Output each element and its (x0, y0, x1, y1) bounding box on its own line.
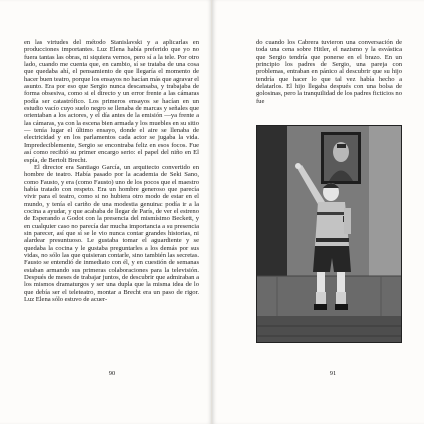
left-page-body (24, 39, 199, 357)
right-page-body (256, 39, 402, 118)
framed-portrait (321, 132, 361, 184)
paragraph: en las virtudes del método Stanislavski y a aplicarlas en producciones importantes. Luz Elena había preferido que yo no fuera tantas las obras, ni siquiera vernos, pero sí a la tele. Por otro lado, cuando me cuenta que, en cambio, sí se trataba de una cosa que quedaba ahí, el pensamiento de que llegaría el momento de hacer buen teatro, porque los ensayos no hacían más que agravar el asunto. Era por eso que Sergio nunca descansaba, y trabajaba de forma obsesiva, como si el directo y un error frente a las cámaras podía ser catastrófico. Los primeros ensayos se hacían en un estudio vacío cuyo suelo negro se llenaba de marcas y señales que orientaban a los actores, y el día antes de la emisión —ya frente a las cámaras, ya con la escena bien armada y los muebles en su sitio— tenía lugar el último ensayo, donde el aire se llenaba de electricidad y en los parlamentos cada actor se jugaba la vida. Impredeciblemente, Sergio se encontraba feliz en esos focos. Fue así como recibió su primer encargo serio: el papel del niño en El espía, de Bertolt Brecht. (24, 39, 199, 164)
page-number: 91 (329, 370, 337, 377)
paragraph: do cuando los Cabrera tuvieron una conversación de toda una cena sobre Hitler, el nazismo y la esvástica que Sergio tendría que ponerse en el brazo. En un principio los padres de Sergio, una pareja con problemas, entraban en pánico al descubrir que su hijo tendría que hacer lo que tal vez había hecho a delatarlos. El hijo llegaba después con una bolsa de golosinas, pero la tranquilidad de los padres ficticios no fue (256, 39, 402, 105)
right-page (212, 0, 424, 424)
paragraph: El director era Santiago García, un arquitecto convertido en hombre de teatro. Había pasado por la academia de Seki Sano, como Fausto, y era (como Fausto) uno de los pocos que el maestro había tratado con respeto. Era un hombre generoso que parecía vivir para el teatro, como si no hubiera otro modo de estar en el mundo, y tenía el cariño de una modestia genuina: podía ir a la cocina a ayudar, y que acababa de llegar de París, de ver el estreno de Esperando a Godot con la presencia del mismísimo Beckett, y en cualquier caso no parecía dar mucha importancia a su presencia sin parecer, así que sí se le vio nunca contar grandes historias, ni alardear presuntuoso. Le gustaba tomar el aguardiente y se quedaba la cocina y le gustaba preguntarles a los demás por sus vidas, no sólo las que quisieran contarle, sino también las secretas. Fausto se entendió de inmediato con él, y en cuestión de semanas estaban armando sus primeras colaboraciones para la televisión. Después de meses de trabajar juntos, de descubrir que admiraban a los mismos dramaturgos y ser una dupla que la misma idea de lo que debía ser el teleteatro, montar a Brecht era un paso de rigor. Luz Elena sólo estuvo de acuer- (24, 163, 199, 304)
page-number: 90 (108, 370, 116, 377)
photograph-illustration (257, 126, 401, 342)
photograph (256, 125, 402, 343)
